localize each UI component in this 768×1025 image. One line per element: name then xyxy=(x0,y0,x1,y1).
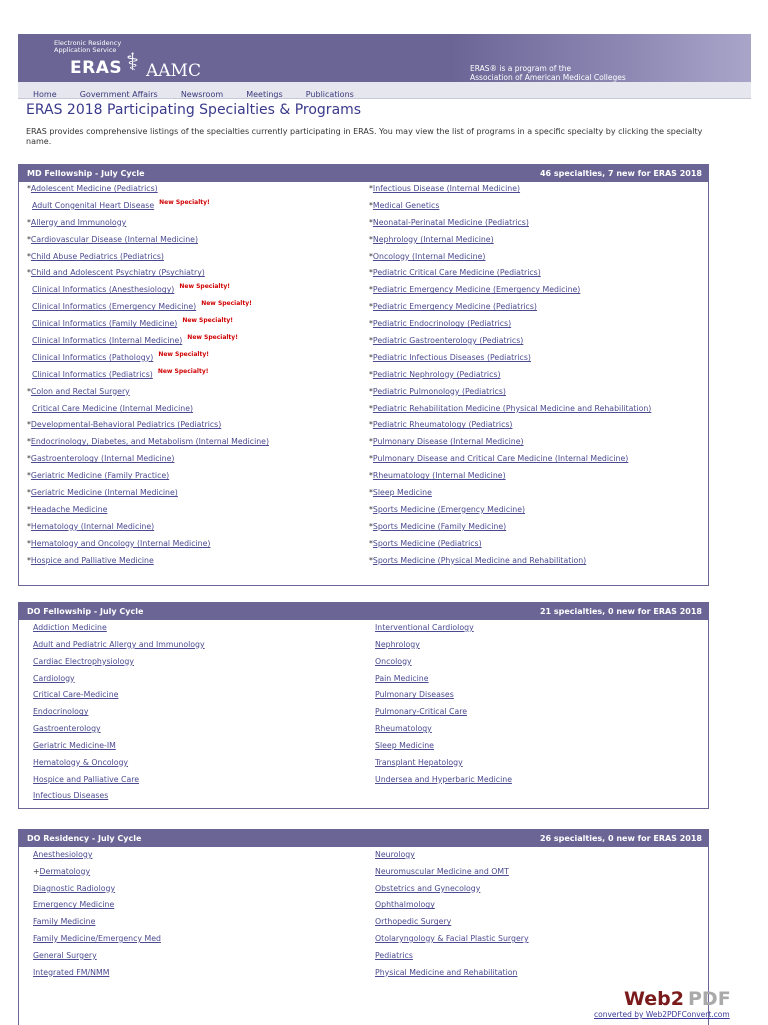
specialty-link[interactable]: Gastroenterology xyxy=(33,724,101,734)
new-specialty-badge: New Specialty! xyxy=(158,350,209,358)
specialty-link[interactable]: Sports Medicine (Family Medicine) xyxy=(372,521,507,531)
specialty-link[interactable]: Pulmonary-Critical Care xyxy=(375,707,468,717)
participation-marker: * xyxy=(27,184,31,193)
specialty-link[interactable]: Pediatric Gastroenterology (Pediatrics) xyxy=(372,336,524,346)
caduceus-icon: ⚕ xyxy=(126,48,139,76)
list-item xyxy=(27,420,269,437)
panel-count: 46 specialties, 7 new for ERAS 2018 xyxy=(539,169,702,178)
specialty-link[interactable]: General Surgery xyxy=(33,950,97,960)
specialty-link[interactable]: Endocrinology, Diabetes, and Metabolism (Internal Medicine) xyxy=(30,437,270,447)
list-item xyxy=(33,758,205,775)
list-item xyxy=(33,867,161,884)
participation-marker: * xyxy=(27,217,31,227)
list-item xyxy=(27,336,269,353)
specialty-link[interactable]: Sleep Medicine xyxy=(372,488,432,498)
participation-marker: * xyxy=(369,352,373,362)
list-item xyxy=(375,775,512,792)
top-nav xyxy=(18,82,751,99)
specialty-link[interactable]: Infectious Disease (Internal Medicine) xyxy=(372,184,521,193)
list-item xyxy=(375,758,512,775)
list-item xyxy=(375,917,529,934)
list-item xyxy=(33,640,205,657)
participation-marker: * xyxy=(369,538,373,548)
list-item xyxy=(33,900,161,917)
list-item xyxy=(27,235,269,252)
list-item xyxy=(27,252,269,269)
list-item xyxy=(27,268,269,285)
specialty-link[interactable]: Pediatric Rehabilitation Medicine (Physical Medicine and Rehabilitation) xyxy=(372,403,652,413)
list-item xyxy=(375,724,512,741)
specialty-link[interactable]: Neuromuscular Medicine and OMT xyxy=(375,866,509,876)
specialty-link[interactable]: Cardiovascular Disease (Internal Medicine) xyxy=(30,234,198,244)
specialty-link[interactable]: Physical Medicine and Rehabilitation xyxy=(375,967,518,977)
participation-marker: * xyxy=(369,184,373,193)
list-item xyxy=(375,850,529,867)
specialty-link[interactable]: Rheumatology xyxy=(375,724,432,734)
nav-home[interactable]: Home xyxy=(33,90,57,99)
list-item xyxy=(369,336,651,353)
specialty-link[interactable]: Ophthalmology xyxy=(375,900,435,910)
list-item xyxy=(27,437,269,454)
list-item xyxy=(33,850,161,867)
specialty-link[interactable]: Adult Congenital Heart Disease xyxy=(32,200,155,210)
list-item xyxy=(369,302,651,319)
participation-marker: * xyxy=(369,471,373,481)
specialty-link[interactable]: Family Medicine xyxy=(33,917,96,927)
participation-marker: * xyxy=(369,488,373,498)
participation-marker: + xyxy=(33,866,40,876)
participation-marker: * xyxy=(27,454,31,464)
specialty-link[interactable]: Geriatric Medicine-IM xyxy=(33,740,116,750)
specialty-link[interactable]: Addiction Medicine xyxy=(33,623,107,632)
specialty-link[interactable]: Undersea and Hyperbaric Medicine xyxy=(375,774,512,784)
specialty-link[interactable]: Pediatric Emergency Medicine (Emergency Medicine) xyxy=(372,285,581,295)
list-item xyxy=(27,218,269,235)
specialty-link[interactable]: Adolescent Medicine (Pediatrics) xyxy=(30,184,158,193)
list-item xyxy=(33,791,205,808)
participation-marker: * xyxy=(27,471,31,481)
specialty-column-right xyxy=(375,850,529,984)
specialty-link[interactable]: Allergy and Immunology xyxy=(30,217,127,227)
intro-text: ERAS provides comprehensive listings of the specialties currently participating in ERAS. You may view the list of programs in a specific specialty by clicking the specialty name. xyxy=(26,127,703,146)
participation-marker: * xyxy=(27,521,31,531)
list-item xyxy=(33,623,205,640)
participation-marker: * xyxy=(369,217,373,227)
participation-marker: * xyxy=(369,302,373,312)
specialty-link[interactable]: Clinical Informatics (Emergency Medicine) xyxy=(32,302,197,312)
specialty-link[interactable]: Pediatric Infectious Diseases (Pediatrics) xyxy=(372,352,531,362)
list-item xyxy=(33,968,161,985)
list-item xyxy=(369,285,651,302)
list-item xyxy=(369,184,651,201)
specialty-column-right xyxy=(369,184,651,572)
participation-marker: * xyxy=(27,234,31,244)
specialty-link[interactable]: Rheumatology (Internal Medicine) xyxy=(372,471,506,481)
specialty-link[interactable]: Pediatric Endocrinology (Pediatrics) xyxy=(372,319,512,329)
participation-marker: * xyxy=(27,251,31,261)
list-item xyxy=(33,707,205,724)
participation-marker: * xyxy=(369,200,373,210)
specialty-link[interactable]: Cardiology xyxy=(33,673,75,683)
do-fellowship-panel xyxy=(18,602,709,809)
specialty-link[interactable]: Sports Medicine (Physical Medicine and Rehabilitation) xyxy=(372,555,587,565)
specialty-link[interactable]: Clinical Informatics (Anesthesiology) xyxy=(32,285,175,295)
specialty-column-right xyxy=(375,623,512,791)
list-item xyxy=(369,539,651,556)
list-item xyxy=(369,404,651,421)
list-item xyxy=(369,319,651,336)
participation-marker: * xyxy=(369,336,373,346)
list-item xyxy=(369,505,651,522)
specialty-link[interactable]: Neurology xyxy=(375,850,415,859)
specialty-link[interactable]: Pulmonary Disease (Internal Medicine) xyxy=(372,437,524,447)
specialty-link[interactable]: Pediatric Nephrology (Pediatrics) xyxy=(372,369,501,379)
participation-marker: * xyxy=(369,319,373,329)
participation-marker: * xyxy=(27,538,31,548)
list-item xyxy=(369,268,651,285)
list-item xyxy=(369,201,651,218)
new-specialty-badge: New Specialty! xyxy=(157,367,209,375)
list-item xyxy=(369,556,651,573)
md-fellowship-panel xyxy=(18,164,709,586)
list-item xyxy=(369,218,651,235)
list-item xyxy=(33,934,161,951)
specialty-link[interactable]: Pediatric Rheumatology (Pediatrics) xyxy=(372,420,513,430)
list-item xyxy=(375,884,529,901)
list-item xyxy=(369,370,651,387)
list-item xyxy=(33,674,205,691)
new-specialty-badge: New Specialty! xyxy=(179,283,231,291)
participation-marker: * xyxy=(369,521,373,531)
list-item xyxy=(33,775,205,792)
list-item xyxy=(369,454,651,471)
list-item xyxy=(27,387,269,404)
specialty-link[interactable]: Hematology & Oncology xyxy=(33,757,129,767)
panel-title: DO Residency - July Cycle xyxy=(27,834,142,843)
specialty-link[interactable]: Family Medicine/Emergency Med xyxy=(33,933,161,943)
list-item xyxy=(375,934,529,951)
header-banner xyxy=(18,34,751,82)
list-item xyxy=(369,387,651,404)
list-item xyxy=(369,235,651,252)
panel-header xyxy=(19,830,708,847)
specialty-link[interactable]: Critical Care-Medicine xyxy=(33,690,119,700)
specialty-column-left xyxy=(27,184,269,572)
specialty-link[interactable]: Pediatric Pulmonology (Pediatrics) xyxy=(372,386,506,396)
new-specialty-badge: New Specialty! xyxy=(159,198,210,206)
specialty-link[interactable]: Hematology (Internal Medicine) xyxy=(30,521,155,531)
list-item xyxy=(375,707,512,724)
specialty-link[interactable]: Obstetrics and Gynecology xyxy=(375,883,481,893)
specialty-link[interactable]: Neonatal-Perinatal Medicine (Pediatrics) xyxy=(372,217,529,227)
specialty-link[interactable]: Child and Adolescent Psychiatry (Psychiatry) xyxy=(30,268,205,278)
list-item xyxy=(369,522,651,539)
specialty-link[interactable]: Otolaryngology & Facial Plastic Surgery xyxy=(375,933,529,943)
list-item xyxy=(369,488,651,505)
page-title: ERAS 2018 Participating Specialties & Programs xyxy=(26,102,362,118)
list-item xyxy=(375,623,512,640)
list-item xyxy=(27,505,269,522)
do-residency-panel xyxy=(18,829,709,1025)
nav-publications[interactable]: Publications xyxy=(305,90,354,99)
web2pdf-logo-pdf: PDF xyxy=(688,988,731,1010)
panel-header xyxy=(19,603,708,620)
specialty-link[interactable]: Infectious Diseases xyxy=(33,791,109,801)
specialty-link[interactable]: Sports Medicine (Pediatrics) xyxy=(372,538,482,548)
specialty-link[interactable]: Dermatology xyxy=(39,866,91,876)
participation-marker: * xyxy=(27,420,31,430)
new-specialty-badge: New Specialty! xyxy=(201,300,252,308)
specialty-link[interactable]: Adult and Pediatric Allergy and Immunology xyxy=(33,639,205,649)
list-item xyxy=(375,951,529,968)
list-item xyxy=(27,367,269,387)
specialty-link[interactable]: Clinical Informatics (Internal Medicine) xyxy=(32,336,183,346)
participation-marker: * xyxy=(369,437,373,447)
list-item xyxy=(27,522,269,539)
participation-marker: * xyxy=(369,386,373,396)
participation-marker: * xyxy=(27,386,31,396)
list-item xyxy=(27,184,269,201)
eras-logo[interactable]: ERAS xyxy=(70,58,123,78)
nav-newsroom[interactable]: Newsroom xyxy=(180,90,224,99)
converted-by-link[interactable]: converted by Web2PDFConvert.com xyxy=(594,1010,730,1019)
specialty-link[interactable]: Clinical Informatics (Family Medicine) xyxy=(32,319,178,329)
participation-marker: * xyxy=(27,268,31,278)
specialty-link[interactable]: Hematology and Oncology (Internal Medicine) xyxy=(30,538,211,548)
logo-subtitle: Electronic Residency Application Service xyxy=(54,39,122,54)
list-item xyxy=(33,884,161,901)
specialty-link[interactable]: Hospice and Palliative Care xyxy=(33,774,140,784)
specialty-link[interactable]: Integrated FM/NMM xyxy=(33,967,110,977)
specialty-link[interactable]: Clinical Informatics (Pathology) xyxy=(32,352,154,362)
specialty-link[interactable]: Pediatric Emergency Medicine (Pediatrics) xyxy=(372,302,537,312)
list-item xyxy=(27,404,269,421)
list-item xyxy=(33,724,205,741)
specialty-link[interactable]: Geriatric Medicine (Internal Medicine) xyxy=(30,488,178,498)
nav-government-affairs[interactable]: Government Affairs xyxy=(79,90,158,99)
list-item xyxy=(375,741,512,758)
specialty-link[interactable]: Orthopedic Surgery xyxy=(375,917,452,927)
specialty-link[interactable]: Transplant Hepatology xyxy=(375,757,463,767)
participation-marker: * xyxy=(27,555,31,565)
list-item xyxy=(33,917,161,934)
list-item xyxy=(369,471,651,488)
participation-marker: * xyxy=(27,437,31,447)
participation-marker: * xyxy=(369,234,373,244)
specialty-link[interactable]: Oncology (Internal Medicine) xyxy=(372,251,486,261)
list-item xyxy=(369,252,651,269)
specialty-link[interactable]: Critical Care Medicine (Internal Medicine) xyxy=(32,403,194,413)
specialty-link[interactable]: Developmental-Behavioral Pediatrics (Pediatrics) xyxy=(30,420,222,430)
list-item xyxy=(33,951,161,968)
aamc-logo[interactable]: AAMC xyxy=(146,61,201,81)
list-item xyxy=(375,968,529,985)
specialty-link[interactable]: Sports Medicine (Emergency Medicine) xyxy=(372,504,526,514)
participation-marker: * xyxy=(369,369,373,379)
list-item xyxy=(375,867,529,884)
list-item xyxy=(27,556,269,573)
list-item xyxy=(27,488,269,505)
specialty-link[interactable]: Pain Medicine xyxy=(375,673,429,683)
list-item xyxy=(375,640,512,657)
new-specialty-badge: New Specialty! xyxy=(187,334,238,342)
specialty-link[interactable]: Oncology xyxy=(375,656,412,666)
panel-title: MD Fellowship - July Cycle xyxy=(27,169,145,178)
list-item xyxy=(369,353,651,370)
list-item xyxy=(27,471,269,488)
specialty-link[interactable]: Pulmonary Diseases xyxy=(375,690,454,700)
list-item xyxy=(33,690,205,707)
specialty-link[interactable]: Pediatric Critical Care Medicine (Pediatrics) xyxy=(372,268,541,278)
list-item xyxy=(375,657,512,674)
list-item xyxy=(27,454,269,471)
specialty-link[interactable]: Child Abuse Pediatrics (Pediatrics) xyxy=(30,251,164,261)
list-item xyxy=(375,674,512,691)
participation-marker: * xyxy=(369,251,373,261)
specialty-link[interactable]: Nephrology xyxy=(375,639,420,649)
participation-marker: * xyxy=(369,268,373,278)
specialty-link[interactable]: Emergency Medicine xyxy=(33,900,115,910)
specialty-link[interactable]: Cardiac Electrophysiology xyxy=(33,656,134,666)
web2pdf-logo-web2: Web2 xyxy=(624,988,684,1010)
specialty-link[interactable]: Endocrinology xyxy=(33,707,89,717)
specialty-link[interactable]: Colon and Rectal Surgery xyxy=(30,386,130,396)
panel-count: 26 specialties, 0 new for ERAS 2018 xyxy=(539,834,702,843)
specialty-column-left xyxy=(33,623,205,808)
specialty-link[interactable]: Clinical Informatics (Pediatrics) xyxy=(32,369,153,379)
participation-marker: * xyxy=(369,454,373,464)
list-item xyxy=(33,741,205,758)
list-item xyxy=(375,690,512,707)
nav-meetings[interactable]: Meetings xyxy=(246,90,283,99)
participation-marker: * xyxy=(27,488,31,498)
list-item xyxy=(369,437,651,454)
specialty-link[interactable]: Hospice and Palliative Medicine xyxy=(30,555,154,565)
specialty-link[interactable]: Pediatrics xyxy=(375,950,413,960)
new-specialty-badge: New Specialty! xyxy=(182,317,233,325)
specialty-link[interactable]: Geriatric Medicine (Family Practice) xyxy=(30,471,170,481)
participation-marker: * xyxy=(369,504,373,514)
participation-marker: * xyxy=(369,403,373,413)
specialty-link[interactable]: Gastroenterology (Internal Medicine) xyxy=(30,454,175,464)
participation-marker: * xyxy=(369,285,373,295)
panel-title: DO Fellowship - July Cycle xyxy=(27,607,144,616)
list-item xyxy=(375,900,529,917)
participation-marker: * xyxy=(369,555,373,565)
panel-header xyxy=(19,165,708,182)
specialty-link[interactable]: Medical Genetics xyxy=(372,200,440,210)
specialty-link[interactable]: Sleep Medicine xyxy=(375,740,434,750)
specialty-link[interactable]: Interventional Cardiology xyxy=(375,623,474,632)
web2pdf-logo[interactable] xyxy=(622,988,752,1012)
specialty-link[interactable]: Pulmonary Disease and Critical Care Medicine (Internal Medicine) xyxy=(372,454,629,464)
specialty-link[interactable]: Anesthesiology xyxy=(33,850,93,859)
list-item xyxy=(27,198,269,218)
tagline: ERAS® is a program of the Association of American Medical Colleges xyxy=(470,64,626,82)
list-item xyxy=(27,539,269,556)
specialty-column-left xyxy=(33,850,161,984)
participation-marker: * xyxy=(369,420,373,430)
participation-marker: * xyxy=(27,504,31,514)
specialty-link[interactable]: Headache Medicine xyxy=(30,504,108,514)
list-item xyxy=(33,657,205,674)
list-item xyxy=(369,420,651,437)
specialty-link[interactable]: Diagnostic Radiology xyxy=(33,883,116,893)
list-item xyxy=(27,350,269,370)
panel-count: 21 specialties, 0 new for ERAS 2018 xyxy=(539,607,702,616)
specialty-link[interactable]: Nephrology (Internal Medicine) xyxy=(372,234,494,244)
